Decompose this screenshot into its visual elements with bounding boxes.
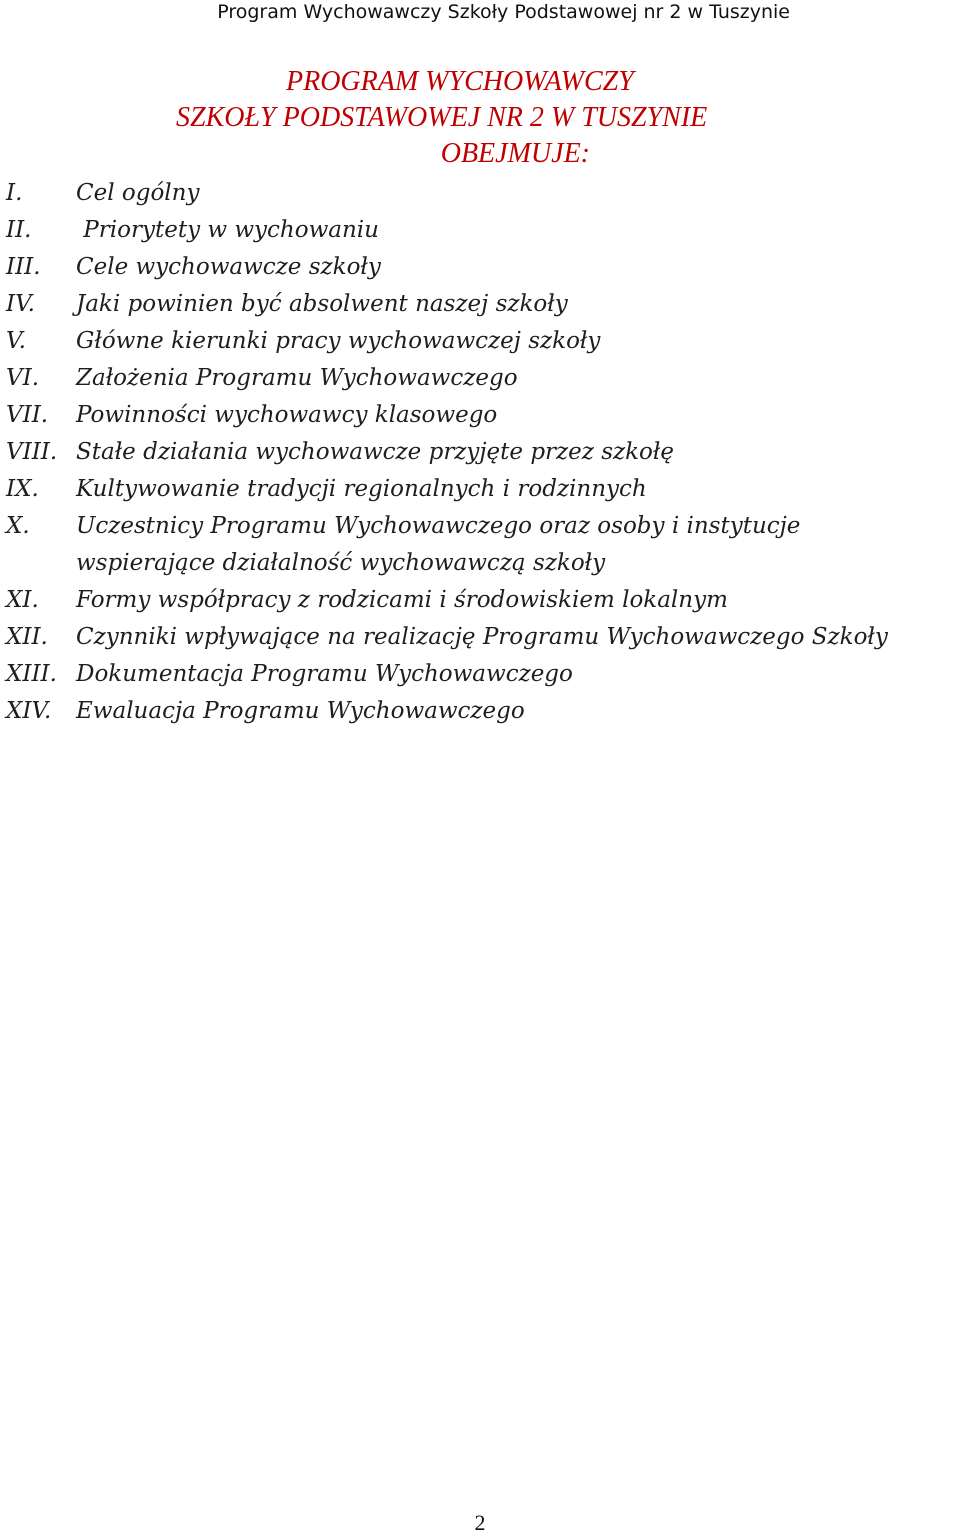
toc-item-text: Powinności wychowawcy klasowego (76, 402, 498, 428)
toc-item (6, 323, 946, 360)
toc-item-text: Czynniki wpływające na realizację Programu Wychowawczego Szkoły (76, 624, 888, 650)
toc-item (6, 508, 946, 582)
toc-item-number: VIII. (6, 439, 58, 465)
toc-item-number: IV. (6, 291, 35, 317)
page-number: 2 (474, 1510, 486, 1535)
toc-item-text: Cel ogólny (76, 180, 200, 206)
toc-item (6, 286, 946, 323)
toc-item (6, 693, 946, 730)
toc-item (6, 175, 946, 212)
toc-item-number: I. (6, 180, 23, 206)
toc-item-number: XI. (6, 587, 39, 613)
toc-item (6, 656, 946, 693)
toc-item (6, 249, 946, 286)
running-header: Program Wychowawczy Szkoły Podstawowej nr 2 w Tuszynie (217, 1, 790, 23)
toc-item (6, 360, 946, 397)
toc-item-text: Kultywowanie tradycji regionalnych i rodzinnych (76, 476, 647, 502)
toc-item-number: XIII. (6, 661, 57, 687)
title-line-2: SZKOŁY PODSTAWOWEJ NR 2 W TUSZYNIE (176, 102, 708, 133)
toc-item-text: Uczestnicy Programu Wychowawczego oraz osoby i instytucje wspierające działalność wychowawczą szkoły (76, 513, 801, 576)
toc-item-text: Dokumentacja Programu Wychowawczego (76, 661, 573, 687)
toc-item-number: V. (6, 328, 26, 354)
toc-item-number: IX. (6, 476, 39, 502)
toc-item-text: Formy współpracy z rodzicami i środowiskiem lokalnym (76, 587, 728, 613)
toc-item-text: Założenia Programu Wychowawczego (76, 365, 518, 391)
toc-item (6, 434, 946, 471)
toc-item-number: II. (6, 217, 32, 243)
toc-item-number: XIV. (6, 698, 52, 724)
document-title (170, 64, 790, 172)
toc-item-text: Stałe działania wychowawcze przyjęte przez szkołę (76, 439, 674, 465)
toc-item (6, 582, 946, 619)
toc-item-number: III. (6, 254, 41, 280)
toc-item-text: Priorytety w wychowaniu (76, 217, 379, 243)
title-line-3: OBEJMUJE: (440, 138, 590, 169)
toc-item (6, 397, 946, 434)
toc-item-number: XII. (6, 624, 48, 650)
toc-item-text: Główne kierunki pracy wychowawczej szkoły (76, 328, 601, 354)
toc-item-text: Ewaluacja Programu Wychowawczego (76, 698, 525, 724)
toc-item (6, 619, 946, 656)
toc-item-number: X. (6, 513, 30, 539)
title-line-1: PROGRAM WYCHOWAWCZY (286, 66, 634, 97)
toc-item (6, 471, 946, 508)
table-of-contents (6, 175, 946, 730)
toc-item-number: VI. (6, 365, 40, 391)
toc-item (6, 212, 946, 249)
toc-item-text: Cele wychowawcze szkoły (76, 254, 381, 280)
toc-item-number: VII. (6, 402, 49, 428)
toc-item-text: Jaki powinien być absolwent naszej szkoły (76, 291, 568, 317)
